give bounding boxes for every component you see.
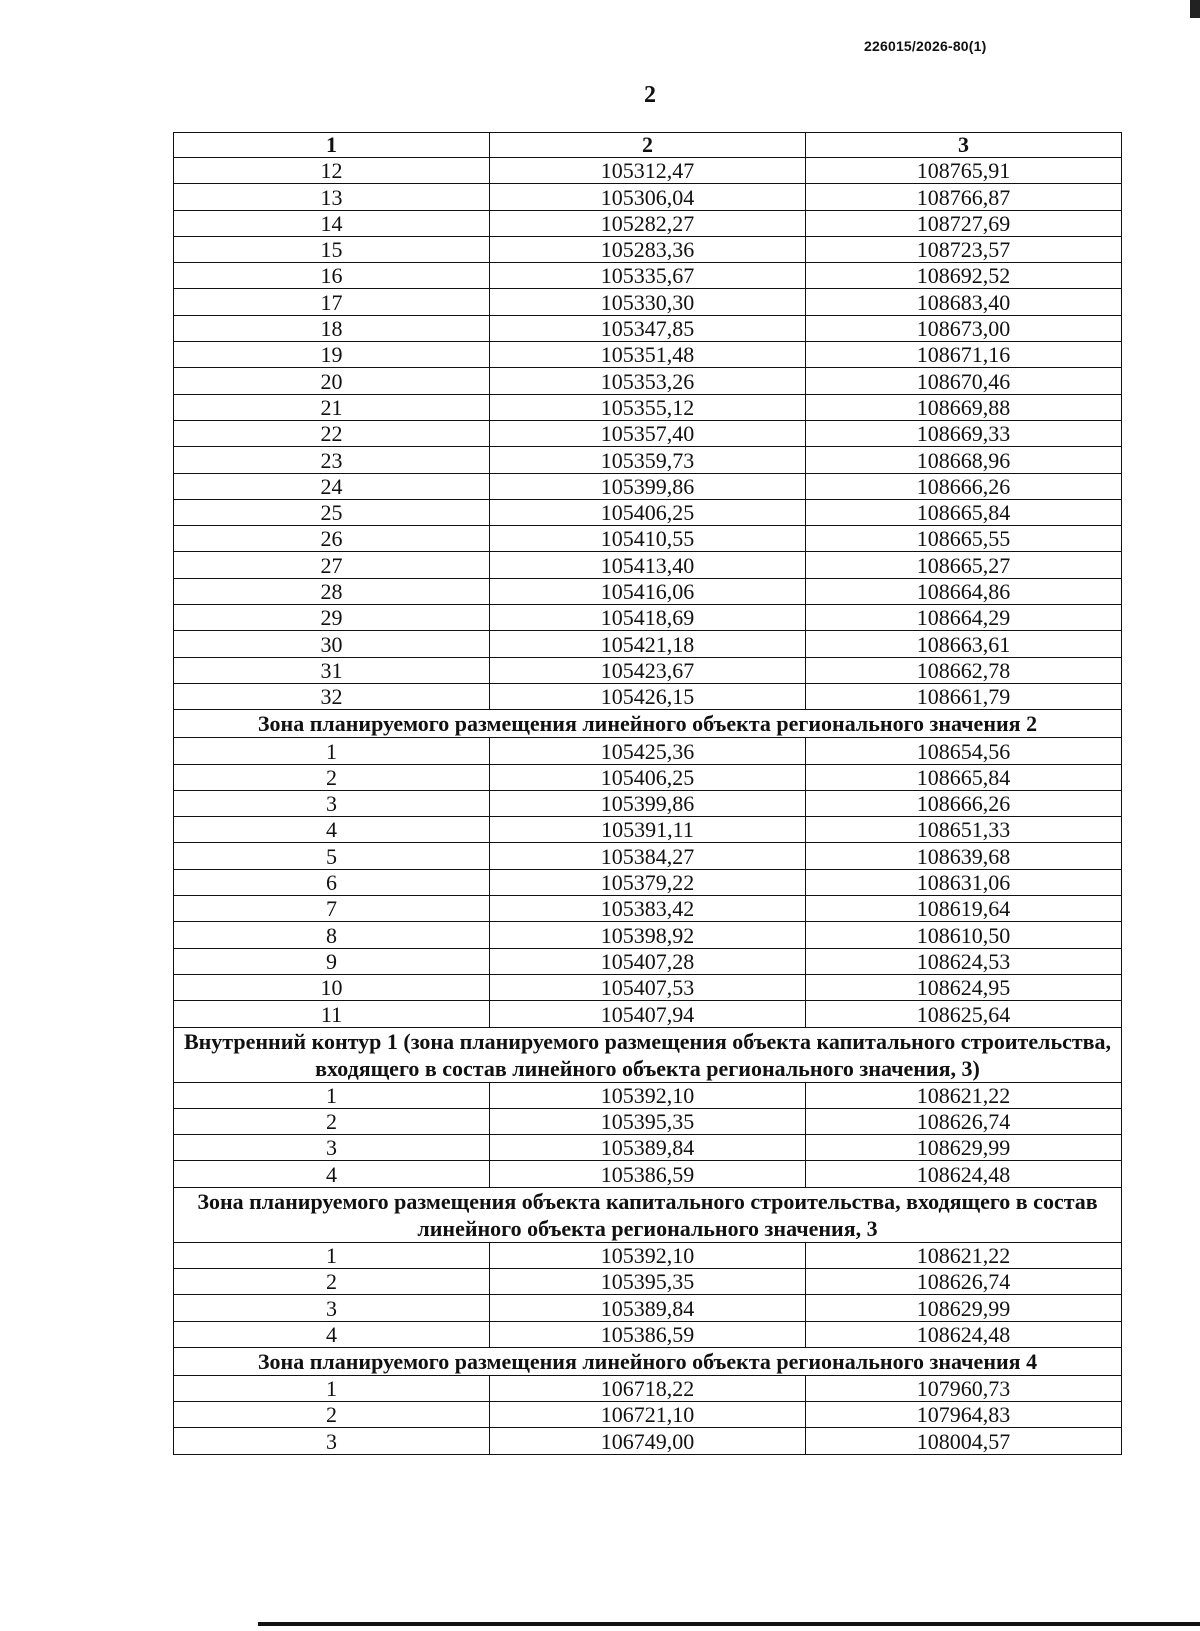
point-number-cell: 15 [174, 236, 490, 262]
table-row [174, 817, 1122, 843]
y-coordinate-cell: 108665,27 [806, 552, 1122, 578]
point-number-cell: 5 [174, 843, 490, 869]
x-coordinate-cell: 105359,73 [490, 447, 806, 473]
x-coordinate-cell: 105395,35 [490, 1268, 806, 1294]
point-number-cell: 19 [174, 342, 490, 368]
x-coordinate-cell: 105418,69 [490, 605, 806, 631]
y-coordinate-cell: 108666,26 [806, 473, 1122, 499]
x-coordinate-cell: 105423,67 [490, 657, 806, 683]
x-coordinate-cell: 105282,27 [490, 210, 806, 236]
point-number-cell: 10 [174, 974, 490, 1000]
x-coordinate-cell: 105426,15 [490, 683, 806, 709]
table-row [174, 447, 1122, 473]
scan-edge-mark [1190, 0, 1200, 18]
y-coordinate-cell: 107964,83 [806, 1402, 1122, 1428]
y-coordinate-cell: 108665,84 [806, 499, 1122, 525]
table-row [174, 1108, 1122, 1134]
y-coordinate-cell: 108662,78 [806, 657, 1122, 683]
x-coordinate-cell: 105335,67 [490, 263, 806, 289]
y-coordinate-cell: 108665,55 [806, 526, 1122, 552]
x-coordinate-cell: 105355,12 [490, 394, 806, 420]
y-coordinate-cell: 108671,16 [806, 342, 1122, 368]
point-number-cell: 32 [174, 683, 490, 709]
section-title-row [174, 1347, 1122, 1375]
y-coordinate-cell: 108625,64 [806, 1001, 1122, 1027]
point-number-cell: 6 [174, 869, 490, 895]
section-title: Внутренний контур 1 (зона планируемого размещения объекта капитального строительства, входящего в состав линейного объекта регионального значения, 3) [174, 1027, 1122, 1082]
table-row [174, 394, 1122, 420]
y-coordinate-cell: 108765,91 [806, 158, 1122, 184]
point-number-cell: 2 [174, 764, 490, 790]
table-row [174, 210, 1122, 236]
point-number-cell: 14 [174, 210, 490, 236]
x-coordinate-cell: 105407,53 [490, 974, 806, 1000]
y-coordinate-cell: 108723,57 [806, 236, 1122, 262]
y-coordinate-cell: 108669,33 [806, 420, 1122, 446]
point-number-cell: 7 [174, 896, 490, 922]
point-number-cell: 3 [174, 1428, 490, 1454]
x-coordinate-cell: 105357,40 [490, 420, 806, 446]
table-row [174, 790, 1122, 816]
point-number-cell: 24 [174, 473, 490, 499]
table-row [174, 631, 1122, 657]
table-row [174, 473, 1122, 499]
y-coordinate-cell: 108004,57 [806, 1428, 1122, 1454]
point-number-cell: 28 [174, 578, 490, 604]
table-row [174, 552, 1122, 578]
point-number-cell: 2 [174, 1402, 490, 1428]
table-row [174, 526, 1122, 552]
table-row [174, 922, 1122, 948]
y-coordinate-cell: 108670,46 [806, 368, 1122, 394]
y-coordinate-cell: 108621,22 [806, 1082, 1122, 1108]
x-coordinate-cell: 105392,10 [490, 1082, 806, 1108]
y-coordinate-cell: 108621,22 [806, 1242, 1122, 1268]
x-coordinate-cell: 105406,25 [490, 499, 806, 525]
x-coordinate-cell: 105383,42 [490, 896, 806, 922]
y-coordinate-cell: 108692,52 [806, 263, 1122, 289]
y-coordinate-cell: 108629,99 [806, 1295, 1122, 1321]
table-row [174, 342, 1122, 368]
point-number-cell: 3 [174, 1295, 490, 1321]
x-coordinate-cell: 105386,59 [490, 1161, 806, 1187]
table-row [174, 289, 1122, 315]
table-row [174, 1001, 1122, 1027]
point-number-cell: 1 [174, 1375, 490, 1401]
point-number-cell: 1 [174, 738, 490, 764]
x-coordinate-cell: 105399,86 [490, 790, 806, 816]
y-coordinate-cell: 108624,48 [806, 1321, 1122, 1347]
point-number-cell: 2 [174, 1268, 490, 1294]
point-number-cell: 31 [174, 657, 490, 683]
point-number-cell: 17 [174, 289, 490, 315]
point-number-cell: 9 [174, 948, 490, 974]
section-title: Зона планируемого размещения линейного объекта регионального значения 4 [174, 1347, 1122, 1375]
y-coordinate-cell: 108629,99 [806, 1135, 1122, 1161]
y-coordinate-cell: 108626,74 [806, 1108, 1122, 1134]
x-coordinate-cell: 105386,59 [490, 1321, 806, 1347]
x-coordinate-cell: 105413,40 [490, 552, 806, 578]
table-row [174, 843, 1122, 869]
y-coordinate-cell: 108651,33 [806, 817, 1122, 843]
table-header-row [174, 133, 1122, 158]
table-row [174, 869, 1122, 895]
point-number-cell: 12 [174, 158, 490, 184]
table-row [174, 896, 1122, 922]
point-number-cell: 4 [174, 1321, 490, 1347]
y-coordinate-cell: 108669,88 [806, 394, 1122, 420]
point-number-cell: 8 [174, 922, 490, 948]
x-coordinate-cell: 105391,11 [490, 817, 806, 843]
x-coordinate-cell: 106721,10 [490, 1402, 806, 1428]
table-row [174, 263, 1122, 289]
point-number-cell: 21 [174, 394, 490, 420]
table-row [174, 1375, 1122, 1401]
table-row [174, 683, 1122, 709]
y-coordinate-cell: 108665,84 [806, 764, 1122, 790]
y-coordinate-cell: 108766,87 [806, 184, 1122, 210]
point-number-cell: 11 [174, 1001, 490, 1027]
x-coordinate-cell: 105306,04 [490, 184, 806, 210]
point-number-cell: 29 [174, 605, 490, 631]
point-number-cell: 2 [174, 1108, 490, 1134]
y-coordinate-cell: 108663,61 [806, 631, 1122, 657]
x-coordinate-cell: 105392,10 [490, 1242, 806, 1268]
x-coordinate-cell: 105330,30 [490, 289, 806, 315]
table-row [174, 1295, 1122, 1321]
point-number-cell: 30 [174, 631, 490, 657]
point-number-cell: 20 [174, 368, 490, 394]
y-coordinate-cell: 108673,00 [806, 315, 1122, 341]
x-coordinate-cell: 105347,85 [490, 315, 806, 341]
table-row [174, 948, 1122, 974]
y-coordinate-cell: 108654,56 [806, 738, 1122, 764]
table-row [174, 764, 1122, 790]
section-title: Зона планируемого размещения линейного объекта регионального значения 2 [174, 710, 1122, 738]
x-coordinate-cell: 105389,84 [490, 1135, 806, 1161]
y-coordinate-cell: 108683,40 [806, 289, 1122, 315]
y-coordinate-cell: 108668,96 [806, 447, 1122, 473]
x-coordinate-cell: 105312,47 [490, 158, 806, 184]
table-row [174, 974, 1122, 1000]
x-coordinate-cell: 105421,18 [490, 631, 806, 657]
x-coordinate-cell: 105395,35 [490, 1108, 806, 1134]
y-coordinate-cell: 108727,69 [806, 210, 1122, 236]
table-row [174, 184, 1122, 210]
point-number-cell: 4 [174, 1161, 490, 1187]
table-row [174, 738, 1122, 764]
x-coordinate-cell: 106749,00 [490, 1428, 806, 1454]
y-coordinate-cell: 108666,26 [806, 790, 1122, 816]
table-row [174, 315, 1122, 341]
y-coordinate-cell: 107960,73 [806, 1375, 1122, 1401]
y-coordinate-cell: 108626,74 [806, 1268, 1122, 1294]
y-coordinate-cell: 108639,68 [806, 843, 1122, 869]
point-number-cell: 4 [174, 817, 490, 843]
x-coordinate-cell: 105353,26 [490, 368, 806, 394]
x-coordinate-cell: 105410,55 [490, 526, 806, 552]
x-coordinate-cell: 105416,06 [490, 578, 806, 604]
table-row [174, 578, 1122, 604]
table-row [174, 1321, 1122, 1347]
section-title-row [174, 710, 1122, 738]
section-title-row [174, 1027, 1122, 1082]
x-coordinate-cell: 105407,94 [490, 1001, 806, 1027]
table-row [174, 1428, 1122, 1454]
point-number-cell: 27 [174, 552, 490, 578]
column-header-point-number: 1 [174, 133, 490, 158]
table-row [174, 657, 1122, 683]
column-header-x: 2 [490, 133, 806, 158]
document-number: 226015/2026-80(1) [864, 38, 987, 54]
point-number-cell: 13 [174, 184, 490, 210]
y-coordinate-cell: 108664,86 [806, 578, 1122, 604]
point-number-cell: 3 [174, 790, 490, 816]
table-row [174, 420, 1122, 446]
y-coordinate-cell: 108624,48 [806, 1161, 1122, 1187]
table-row [174, 1082, 1122, 1108]
section-title: Зона планируемого размещения объекта капитального строительства, входящего в состав линейного объекта регионального значения, 3 [174, 1187, 1122, 1242]
table-row [174, 1402, 1122, 1428]
table-row [174, 1268, 1122, 1294]
x-coordinate-cell: 105379,22 [490, 869, 806, 895]
x-coordinate-cell: 105384,27 [490, 843, 806, 869]
point-number-cell: 1 [174, 1082, 490, 1108]
point-number-cell: 3 [174, 1135, 490, 1161]
x-coordinate-cell: 105406,25 [490, 764, 806, 790]
page-number: 2 [644, 82, 656, 108]
point-number-cell: 1 [174, 1242, 490, 1268]
table-row [174, 1242, 1122, 1268]
table-row [174, 158, 1122, 184]
point-number-cell: 16 [174, 263, 490, 289]
y-coordinate-cell: 108631,06 [806, 869, 1122, 895]
y-coordinate-cell: 108664,29 [806, 605, 1122, 631]
x-coordinate-cell: 105407,28 [490, 948, 806, 974]
table-row [174, 1135, 1122, 1161]
y-coordinate-cell: 108624,95 [806, 974, 1122, 1000]
y-coordinate-cell: 108661,79 [806, 683, 1122, 709]
x-coordinate-cell: 105399,86 [490, 473, 806, 499]
coordinates-table-body [174, 133, 1122, 1455]
point-number-cell: 25 [174, 499, 490, 525]
y-coordinate-cell: 108619,64 [806, 896, 1122, 922]
point-number-cell: 18 [174, 315, 490, 341]
x-coordinate-cell: 106718,22 [490, 1375, 806, 1401]
y-coordinate-cell: 108624,53 [806, 948, 1122, 974]
table-row [174, 499, 1122, 525]
y-coordinate-cell: 108610,50 [806, 922, 1122, 948]
column-header-y: 3 [806, 133, 1122, 158]
point-number-cell: 26 [174, 526, 490, 552]
section-title-row [174, 1187, 1122, 1242]
bottom-scan-rule [258, 1622, 1200, 1626]
coordinates-table [173, 132, 1122, 1455]
x-coordinate-cell: 105425,36 [490, 738, 806, 764]
table-row [174, 368, 1122, 394]
table-row [174, 1161, 1122, 1187]
table-row [174, 236, 1122, 262]
x-coordinate-cell: 105398,92 [490, 922, 806, 948]
x-coordinate-cell: 105389,84 [490, 1295, 806, 1321]
table-row [174, 605, 1122, 631]
point-number-cell: 22 [174, 420, 490, 446]
point-number-cell: 23 [174, 447, 490, 473]
x-coordinate-cell: 105283,36 [490, 236, 806, 262]
x-coordinate-cell: 105351,48 [490, 342, 806, 368]
